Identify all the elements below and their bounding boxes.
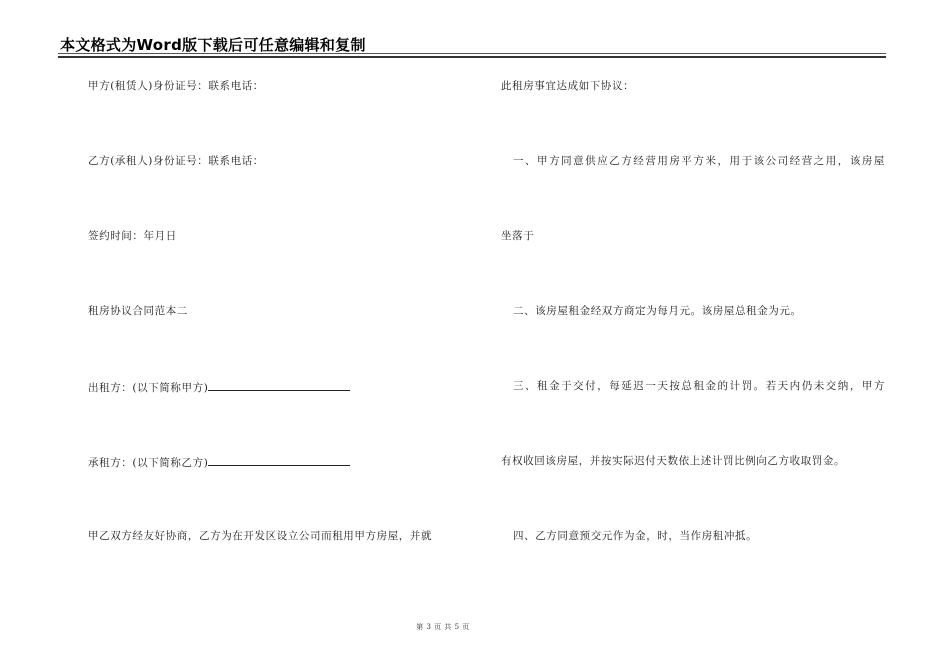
clause-1: 一、甲方同意供应乙方经营用房平方米，用于该公司经营之用，该房屋 — [513, 155, 885, 167]
clause-1-location: 坐落于 — [501, 230, 535, 242]
lessee-blank — [208, 454, 350, 466]
lessor-blank — [208, 379, 350, 391]
negotiation-paragraph: 甲乙双方经友好协商，乙方为在开发区设立公司而租用甲方房屋，并就 — [88, 530, 433, 542]
clause-4: 四、乙方同意预交元作为金，时，当作房租冲抵。 — [513, 530, 758, 542]
document-header-title: 本文格式为Word版下载后可任意编辑和复制 — [60, 36, 366, 54]
signing-date-line: 签约时间：年月日 — [88, 230, 177, 242]
template-heading: 租房协议合同范本二 — [88, 305, 188, 317]
clause-3-continued: 有权收回该房屋，并按实际迟付天数依上述计罚比例向乙方收取罚金。 — [501, 455, 846, 467]
lessee-line — [88, 454, 350, 470]
page-number: 第 3 页 共 5 页 — [416, 623, 470, 631]
lessor-label: 出租方：(以下简称甲方) — [88, 382, 209, 394]
agreement-intro: 此租房事宜达成如下协议： — [501, 80, 635, 92]
header-divider-thick — [58, 56, 886, 58]
header-divider-thin — [58, 53, 886, 54]
party-a-id-line: 甲方(租赁人)身份证号：联系电话： — [88, 80, 264, 92]
lessee-label: 承租方：(以下简称乙方) — [88, 457, 209, 469]
clause-3: 三、租金于交付，每延迟一天按总租金的计罚。若天内仍未交纳，甲方 — [513, 380, 885, 392]
lessor-line — [88, 379, 350, 395]
party-b-id-line: 乙方(承租人)身份证号：联系电话： — [88, 155, 264, 167]
clause-2: 二、该房屋租金经双方商定为每月元。该房屋总租金为元。 — [513, 305, 802, 317]
